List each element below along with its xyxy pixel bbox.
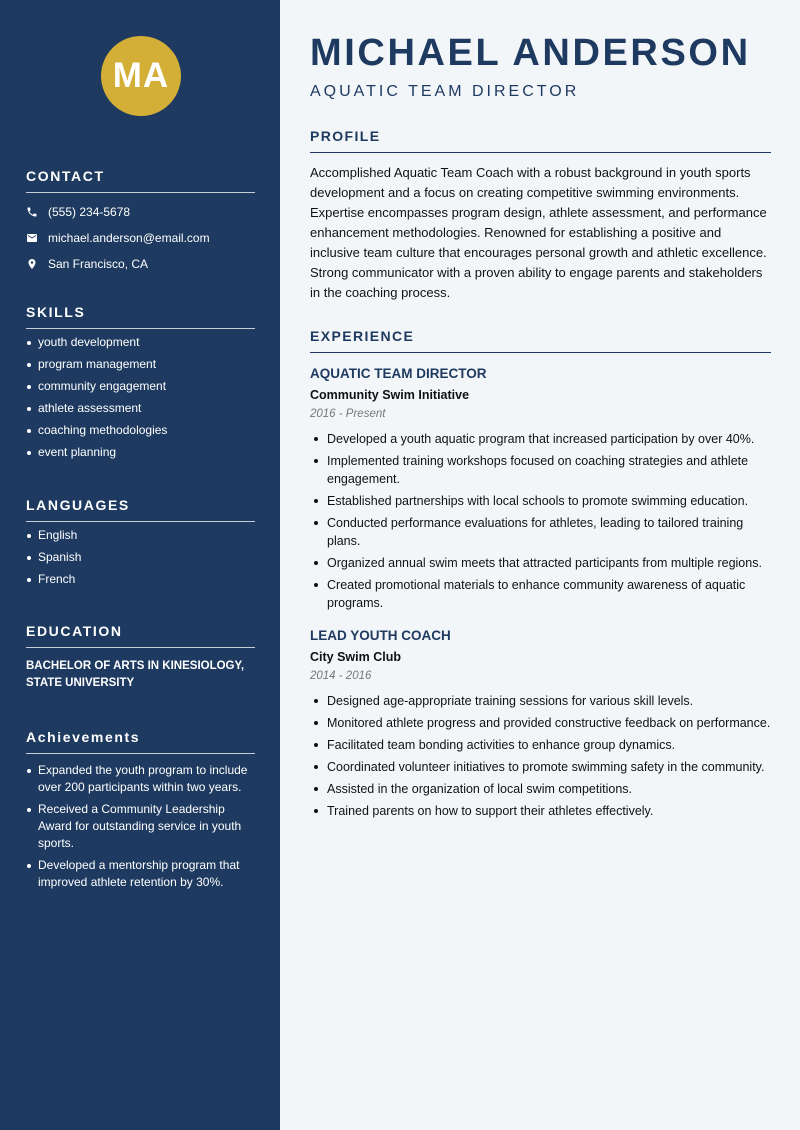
skills-section bbox=[26, 304, 255, 461]
achievements-section bbox=[26, 729, 255, 891]
job-title: AQUATIC TEAM DIRECTOR bbox=[310, 366, 487, 381]
job-bullet: Assisted in the organization of local swim competitions. bbox=[310, 780, 771, 798]
languages-list bbox=[26, 527, 255, 588]
sidebar bbox=[0, 0, 280, 1130]
job-company: City Swim Club bbox=[310, 650, 401, 664]
job-bullet: Monitored athlete progress and provided constructive feedback on performance. bbox=[310, 714, 771, 732]
email-icon bbox=[26, 232, 38, 244]
skill-item: coaching methodologies bbox=[26, 422, 255, 439]
languages-heading: LANGUAGES bbox=[26, 497, 255, 522]
job-bullet: Trained parents on how to support their athletes effectively. bbox=[310, 802, 771, 820]
achievement-item: Developed a mentorship program that improved athlete retention by 30%. bbox=[26, 857, 255, 891]
job-dates: 2016 - Present bbox=[310, 408, 386, 420]
phone-text: (555) 234-5678 bbox=[48, 205, 131, 219]
experience-heading: EXPERIENCE bbox=[310, 328, 771, 353]
contact-location-row bbox=[26, 257, 255, 271]
education-degree: BACHELOR OF ARTS IN KINESIOLOGY, STATE UNIVERSITY bbox=[26, 660, 245, 689]
skills-heading: SKILLS bbox=[26, 304, 255, 329]
job-bullet: Organized annual swim meets that attracted participants from multiple regions. bbox=[310, 554, 771, 572]
profile-heading: PROFILE bbox=[310, 128, 771, 153]
skill-item: youth development bbox=[26, 334, 255, 351]
job-bullets bbox=[310, 692, 771, 820]
contact-email-row bbox=[26, 231, 255, 245]
skills-list bbox=[26, 334, 255, 461]
candidate-name: MICHAEL ANDERSON bbox=[310, 32, 751, 74]
job-title: LEAD YOUTH COACH bbox=[310, 628, 451, 643]
profile-section bbox=[310, 128, 771, 303]
achievements-list bbox=[26, 762, 255, 891]
job-bullet: Created promotional materials to enhance community awareness of aquatic programs. bbox=[310, 576, 771, 612]
skill-item: program management bbox=[26, 356, 255, 373]
language-item: French bbox=[26, 571, 255, 588]
job-dates: 2014 - 2016 bbox=[310, 670, 372, 682]
job-entry bbox=[310, 366, 771, 612]
job-bullet: Conducted performance evaluations for athletes, leading to tailored training plans. bbox=[310, 514, 771, 550]
job-bullets bbox=[310, 430, 771, 612]
achievements-heading: Achievements bbox=[26, 729, 255, 754]
job-bullet: Facilitated team bonding activities to enhance group dynamics. bbox=[310, 736, 771, 754]
job-entry bbox=[310, 628, 771, 820]
skill-item: community engagement bbox=[26, 378, 255, 395]
location-pin-icon bbox=[26, 258, 38, 270]
job-bullet: Implemented training workshops focused on coaching strategies and athlete engagement. bbox=[310, 452, 771, 488]
experience-section bbox=[310, 328, 771, 820]
skill-item: athlete assessment bbox=[26, 400, 255, 417]
profile-text: Accomplished Aquatic Team Coach with a robust background in youth sports development and a focus on creating competitive swimming environments. Expertise encompasses program design, athlete assessment, and performance enhancement methodologies. Renowned for establishing a positive and inclusive team culture that encourages personal growth and athletic excellence. Strong communicator with a proven ability to engage parents and stakeholders in the coaching process. bbox=[310, 165, 767, 300]
achievement-item: Expanded the youth program to include over 200 participants within two years. bbox=[26, 762, 255, 796]
job-bullet: Established partnerships with local schools to promote swimming education. bbox=[310, 492, 771, 510]
languages-section bbox=[26, 497, 255, 588]
education-heading: EDUCATION bbox=[26, 623, 255, 648]
candidate-role: AQUATIC TEAM DIRECTOR bbox=[310, 83, 580, 100]
language-item: English bbox=[26, 527, 255, 544]
achievement-item: Received a Community Leadership Award for outstanding service in youth sports. bbox=[26, 801, 255, 852]
job-bullet: Designed age-appropriate training sessions for various skill levels. bbox=[310, 692, 771, 710]
education-section bbox=[26, 623, 255, 692]
avatar: MA bbox=[101, 36, 181, 116]
contact-section bbox=[26, 168, 255, 271]
skill-item: event planning bbox=[26, 444, 255, 461]
location-text: San Francisco, CA bbox=[48, 257, 149, 271]
job-bullet: Coordinated volunteer initiatives to promote swimming safety in the community. bbox=[310, 758, 771, 776]
language-item: Spanish bbox=[26, 549, 255, 566]
contact-heading: CONTACT bbox=[26, 168, 255, 193]
job-bullet: Developed a youth aquatic program that increased participation by over 40%. bbox=[310, 430, 771, 448]
contact-phone-row bbox=[26, 205, 255, 219]
job-company: Community Swim Initiative bbox=[310, 388, 470, 402]
phone-icon bbox=[26, 206, 38, 218]
email-text[interactable]: michael.anderson@email.com bbox=[48, 231, 210, 245]
